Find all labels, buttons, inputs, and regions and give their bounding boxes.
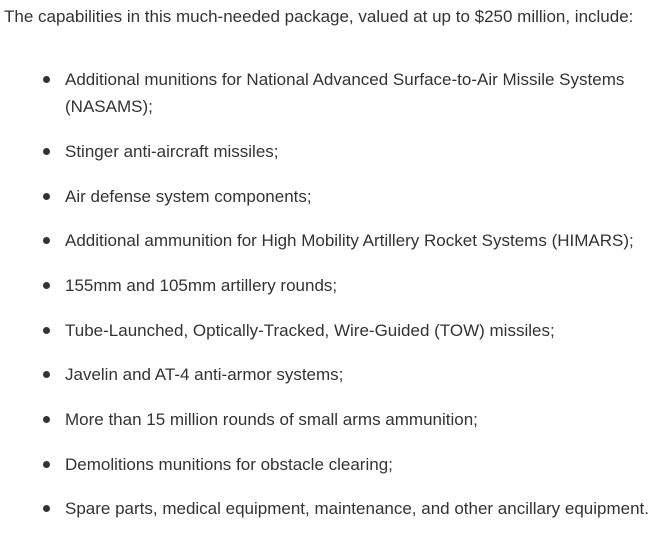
intro-paragraph: The capabilities in this much-needed package, valued at up to $250 million, include: (4, 7, 634, 26)
bullet-icon (43, 371, 50, 378)
bullet-icon (43, 237, 50, 244)
list-item-text: Demolitions munitions for obstacle clearing; (65, 455, 393, 474)
list-item-text: Air defense system components; (65, 187, 312, 206)
bullet-icon (43, 505, 50, 512)
bullet-icon (43, 193, 50, 200)
bullet-icon (43, 327, 50, 334)
list-item-text: Stinger anti-aircraft missiles; (65, 142, 279, 161)
bullet-icon (43, 461, 50, 468)
list-item-text: Spare parts, medical equipment, maintenance, and other ancillary equipment. (65, 499, 650, 518)
list-item-text: Tube-Launched, Optically-Tracked, Wire-Guided (TOW) missiles; (65, 321, 555, 340)
bullet-icon (43, 416, 50, 423)
list-item-text: Additional ammunition for High Mobility Artillery Rocket Systems (HIMARS); (65, 231, 634, 250)
bullet-icon (43, 282, 50, 289)
list-item-text: Javelin and AT-4 anti-armor systems; (65, 365, 344, 384)
list-item-text: Additional munitions for National Advanced Surface-to-Air Missile Systems (NASAMS); (65, 70, 625, 116)
bullet-icon (43, 148, 50, 155)
list-item-text: More than 15 million rounds of small arms ammunition; (65, 410, 478, 429)
bullet-icon (43, 76, 50, 83)
list-item-text: 155mm and 105mm artillery rounds; (65, 276, 338, 295)
